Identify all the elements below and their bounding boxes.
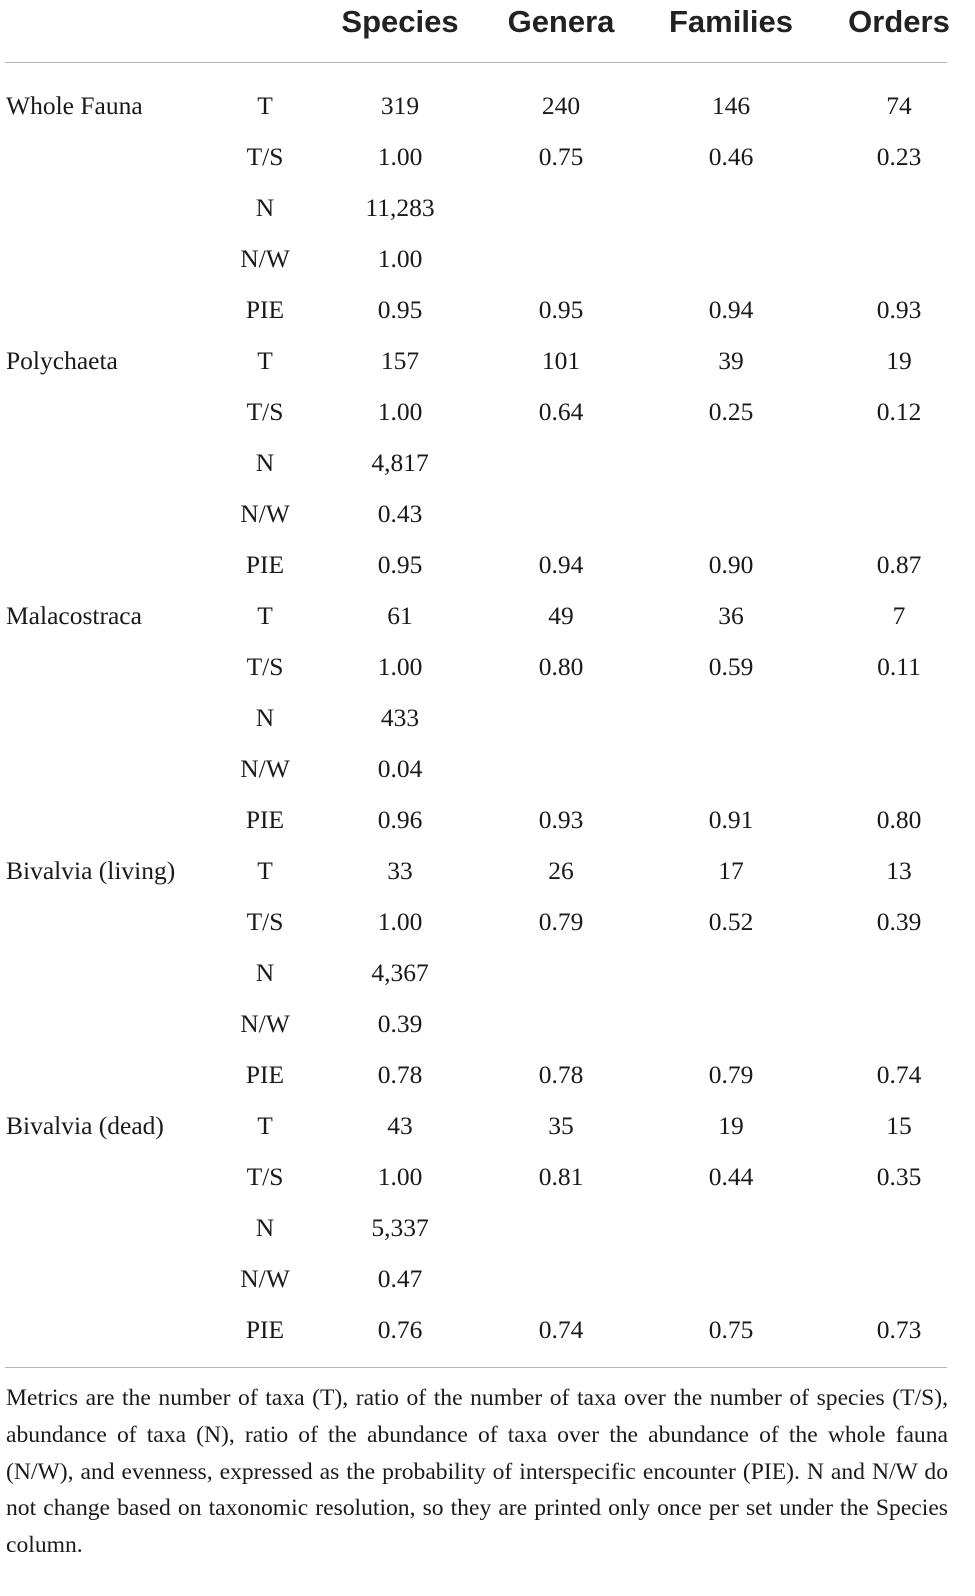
cell-orders: 13	[886, 856, 912, 885]
cell-families	[681, 692, 781, 743]
cell-families: 0.25	[708, 397, 754, 426]
cell-species: 157	[380, 346, 420, 375]
table-row	[0, 539, 975, 590]
cell-genera	[511, 437, 611, 488]
cell-orders	[849, 743, 949, 794]
row-metric-label: T/S	[246, 142, 284, 171]
cell-genera: 0.79	[538, 907, 584, 936]
cell-families	[681, 1253, 781, 1304]
cell-orders	[849, 182, 949, 233]
cell-families	[681, 233, 781, 284]
cell-orders: 0.73	[876, 1315, 922, 1344]
cell-families	[681, 947, 781, 998]
table-row	[0, 1049, 975, 1100]
cell-orders	[849, 947, 949, 998]
cell-orders	[849, 998, 949, 1049]
table-row	[0, 896, 975, 947]
row-metric-label: N	[255, 703, 275, 732]
cell-species: 0.43	[377, 499, 423, 528]
row-metric-label: T	[257, 1111, 273, 1140]
column-header-orders: Orders	[848, 4, 950, 39]
cell-genera: 240	[541, 91, 581, 120]
row-metric-label: T/S	[246, 907, 284, 936]
cell-genera: 0.78	[538, 1060, 584, 1089]
table-row	[0, 1202, 975, 1253]
cell-orders: 19	[886, 346, 912, 375]
cell-genera: 35	[548, 1111, 574, 1140]
row-metric-label: T	[257, 346, 273, 375]
cell-species: 61	[387, 601, 413, 630]
row-metric-label: N/W	[240, 1009, 290, 1038]
cell-genera	[511, 947, 611, 998]
cell-families: 0.79	[708, 1060, 754, 1089]
cell-families: 0.90	[708, 550, 754, 579]
cell-species: 4,817	[371, 448, 429, 477]
cell-species: 0.78	[377, 1060, 423, 1089]
cell-families: 0.59	[708, 652, 754, 681]
cell-genera: 49	[548, 601, 574, 630]
row-metric-label: N	[255, 448, 275, 477]
cell-genera	[511, 692, 611, 743]
cell-genera: 0.93	[538, 805, 584, 834]
row-metric-label: PIE	[245, 550, 285, 579]
cell-families: 146	[711, 91, 751, 120]
cell-species: 1.00	[377, 907, 423, 936]
cell-species: 33	[387, 856, 413, 885]
table-row	[0, 386, 975, 437]
cell-families: 0.91	[708, 805, 754, 834]
cell-species: 1.00	[377, 244, 423, 273]
cell-species: 0.04	[377, 754, 423, 783]
table-row	[0, 641, 975, 692]
cell-genera	[511, 1202, 611, 1253]
cell-species: 43	[387, 1111, 413, 1140]
row-group-label: Whole Fauna	[6, 91, 143, 120]
table-footnote: Metrics are the number of taxa (T), ratio of the number of taxa over the number of species (T/S), abundance of taxa (N), ratio of the abundance of taxa over the abundance of the whole fauna (N/W), and evenness, expressed as the probability of interspecific encounter (PIE). N and N/W do not change based on taxonomic resolution, so they are printed only once per set under the Species column.	[6, 1385, 948, 1559]
cell-orders	[849, 488, 949, 539]
cell-species: 5,337	[371, 1213, 429, 1242]
cell-species: 4,367	[371, 958, 429, 987]
table-row	[0, 437, 975, 488]
cell-orders: 0.39	[876, 907, 922, 936]
cell-genera: 0.95	[538, 295, 584, 324]
table-row	[0, 1304, 975, 1355]
table-row	[0, 794, 975, 845]
cell-genera: 101	[541, 346, 581, 375]
cell-orders	[849, 437, 949, 488]
cell-orders: 0.80	[876, 805, 922, 834]
table-body	[0, 80, 975, 1355]
row-metric-label: N/W	[240, 1264, 290, 1293]
cell-species: 319	[380, 91, 420, 120]
footer-divider	[5, 1367, 947, 1368]
cell-orders: 0.74	[876, 1060, 922, 1089]
cell-orders: 0.87	[876, 550, 922, 579]
cell-species: 0.95	[377, 550, 423, 579]
row-metric-label: N	[255, 193, 275, 222]
cell-species: 1.00	[377, 397, 423, 426]
cell-families: 0.94	[708, 295, 754, 324]
column-header-families: Families	[668, 4, 794, 39]
cell-orders: 7	[892, 601, 906, 630]
cell-families	[681, 182, 781, 233]
table-row	[0, 743, 975, 794]
cell-genera: 0.75	[538, 142, 584, 171]
row-metric-label: T/S	[246, 1162, 284, 1191]
cell-genera	[511, 1253, 611, 1304]
row-metric-label: N/W	[240, 244, 290, 273]
cell-species: 1.00	[377, 142, 423, 171]
table-row	[0, 1253, 975, 1304]
row-metric-label: PIE	[245, 1060, 285, 1089]
row-group-label: Bivalvia (dead)	[6, 1111, 164, 1140]
table-row	[0, 998, 975, 1049]
cell-families: 39	[718, 346, 744, 375]
cell-families	[681, 488, 781, 539]
row-metric-label: T	[257, 91, 273, 120]
row-group-label: Malacostraca	[6, 601, 142, 630]
cell-families: 0.75	[708, 1315, 754, 1344]
table-row	[0, 845, 975, 896]
cell-genera: 26	[548, 856, 574, 885]
cell-species: 1.00	[377, 652, 423, 681]
table-row	[0, 131, 975, 182]
cell-species: 0.47	[377, 1264, 423, 1293]
table-row	[0, 335, 975, 386]
table-row	[0, 284, 975, 335]
row-metric-label: N	[255, 1213, 275, 1242]
table-row	[0, 590, 975, 641]
cell-families	[681, 437, 781, 488]
cell-families: 36	[718, 601, 744, 630]
cell-genera	[511, 743, 611, 794]
cell-genera	[511, 182, 611, 233]
row-metric-label: N/W	[240, 499, 290, 528]
row-group-label: Polychaeta	[6, 346, 118, 375]
cell-species: 1.00	[377, 1162, 423, 1191]
cell-orders	[849, 233, 949, 284]
cell-species: 0.95	[377, 295, 423, 324]
table-row	[0, 182, 975, 233]
cell-genera: 0.94	[538, 550, 584, 579]
cell-orders	[849, 1253, 949, 1304]
cell-species: 11,283	[365, 193, 435, 222]
cell-genera: 0.80	[538, 652, 584, 681]
cell-genera: 0.64	[538, 397, 584, 426]
table-row	[0, 80, 975, 131]
cell-genera	[511, 233, 611, 284]
cell-families: 17	[718, 856, 744, 885]
row-metric-label: T/S	[246, 397, 284, 426]
row-metric-label: N	[255, 958, 275, 987]
cell-orders: 0.35	[876, 1162, 922, 1191]
cell-orders	[849, 1202, 949, 1253]
row-metric-label: T/S	[246, 652, 284, 681]
cell-families: 0.52	[708, 907, 754, 936]
cell-families	[681, 1202, 781, 1253]
cell-species: 0.76	[377, 1315, 423, 1344]
cell-orders: 0.11	[877, 652, 921, 681]
cell-genera: 0.74	[538, 1315, 584, 1344]
cell-species: 433	[380, 703, 420, 732]
row-metric-label: PIE	[245, 805, 285, 834]
header-divider	[5, 62, 947, 63]
cell-orders: 0.93	[876, 295, 922, 324]
table-row	[0, 1151, 975, 1202]
cell-families: 0.44	[708, 1162, 754, 1191]
cell-families	[681, 998, 781, 1049]
cell-orders	[849, 692, 949, 743]
table-row	[0, 947, 975, 998]
table-row	[0, 488, 975, 539]
column-header-genera: Genera	[507, 4, 615, 39]
row-metric-label: N/W	[240, 754, 290, 783]
cell-orders: 0.12	[876, 397, 922, 426]
cell-species: 0.39	[377, 1009, 423, 1038]
cell-genera	[511, 998, 611, 1049]
row-metric-label: T	[257, 856, 273, 885]
table-row	[0, 692, 975, 743]
cell-families: 19	[718, 1111, 744, 1140]
cell-genera	[511, 488, 611, 539]
row-metric-label: T	[257, 601, 273, 630]
column-header-species: Species	[341, 4, 459, 39]
cell-orders: 74	[886, 91, 912, 120]
row-group-label: Bivalvia (living)	[6, 856, 176, 885]
table-row	[0, 233, 975, 284]
cell-genera: 0.81	[538, 1162, 584, 1191]
cell-species: 0.96	[377, 805, 423, 834]
table-header	[0, 0, 975, 44]
cell-orders: 0.23	[876, 142, 922, 171]
cell-orders: 15	[886, 1111, 912, 1140]
row-metric-label: PIE	[245, 1315, 285, 1344]
table-row	[0, 1100, 975, 1151]
cell-families: 0.46	[708, 142, 754, 171]
row-metric-label: PIE	[245, 295, 285, 324]
cell-families	[681, 743, 781, 794]
